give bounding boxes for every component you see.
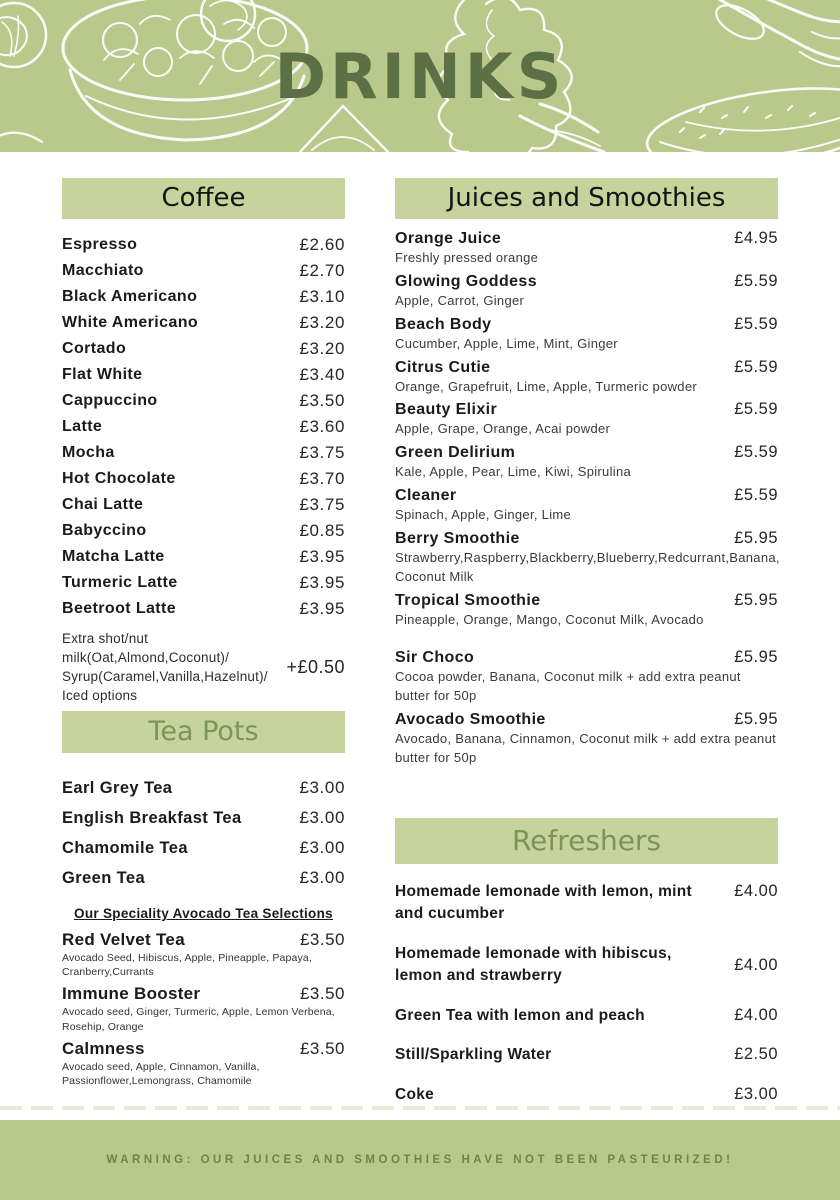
item-name: Earl Grey Tea bbox=[62, 778, 173, 797]
item-price: £5.95 bbox=[734, 528, 778, 547]
item-price: £2.60 bbox=[299, 235, 345, 254]
item-price: £3.95 bbox=[299, 547, 345, 566]
menu-item-row bbox=[62, 466, 345, 492]
menu-item-row bbox=[62, 803, 345, 833]
item-name: Beauty Elixir bbox=[395, 401, 498, 419]
coffee-list bbox=[62, 232, 345, 622]
item-price: £3.50 bbox=[299, 391, 345, 410]
item-name: Mocha bbox=[62, 444, 115, 461]
menu-item bbox=[62, 984, 345, 1033]
item-name: Turmeric Latte bbox=[62, 574, 178, 591]
item-name: Homemade lemonade with lemon, mint and cucumber bbox=[395, 883, 692, 923]
item-description: Apple, Grape, Orange, Acai powder bbox=[395, 421, 611, 437]
menu-item-row bbox=[395, 881, 778, 926]
item-name: Hot Chocolate bbox=[62, 470, 176, 487]
extras-price: +£0.50 bbox=[286, 656, 345, 677]
item-name: Immune Booster bbox=[62, 984, 201, 1004]
item-price: £5.59 bbox=[734, 486, 778, 505]
coffee-section-header: Coffee bbox=[62, 178, 345, 219]
item-price: £5.59 bbox=[734, 271, 778, 290]
item-price: £5.59 bbox=[734, 443, 778, 462]
item-price: £3.50 bbox=[299, 1038, 345, 1058]
menu-item-row bbox=[62, 544, 345, 570]
item-description: Strawberry,Raspberry,Blackberry,Blueberry,Redcurrant,Banana, Coconut Milk bbox=[395, 549, 780, 584]
item-name: Coke bbox=[395, 1085, 435, 1103]
item-price: £3.75 bbox=[299, 495, 345, 514]
menu-item-row bbox=[395, 1084, 778, 1106]
menu-item-row bbox=[62, 362, 345, 388]
item-price: £5.59 bbox=[734, 400, 778, 419]
item-price: £3.70 bbox=[299, 469, 345, 488]
item-price: £5.95 bbox=[734, 590, 778, 609]
menu-item-row bbox=[62, 336, 345, 362]
item-price: £3.75 bbox=[299, 443, 345, 462]
item-price: £4.00 bbox=[734, 882, 778, 900]
item-name: Macchiato bbox=[62, 262, 144, 279]
juices-list bbox=[395, 229, 778, 768]
item-name: Berry Smoothie bbox=[395, 529, 520, 547]
item-description: Apple, Carrot, Ginger bbox=[395, 292, 525, 308]
item-name: Calmness bbox=[62, 1038, 145, 1058]
footer-banner bbox=[0, 1120, 840, 1200]
menu-item bbox=[395, 591, 778, 630]
item-name: Green Delirium bbox=[395, 444, 516, 462]
refreshers-section-header: Refreshers bbox=[395, 818, 778, 864]
menu-item-row bbox=[62, 414, 345, 440]
item-name: Matcha Latte bbox=[62, 548, 165, 565]
item-name: Sir Choco bbox=[395, 649, 475, 667]
item-name: Tropical Smoothie bbox=[395, 591, 541, 609]
item-name: Flat White bbox=[62, 366, 143, 383]
item-name: Chai Latte bbox=[62, 496, 144, 513]
item-description: Freshly pressed orange bbox=[395, 250, 539, 265]
coffee-section bbox=[62, 178, 345, 706]
item-price: £3.10 bbox=[299, 287, 345, 306]
item-description: Orange, Grapefruit, Lime, Apple, Turmeric powder bbox=[395, 378, 697, 394]
item-price: £3.95 bbox=[299, 599, 345, 618]
item-name: Avocado Smoothie bbox=[395, 711, 546, 729]
item-name: Citrus Cutie bbox=[395, 358, 491, 376]
menu-item bbox=[395, 710, 778, 768]
tea-section-header: Tea Pots bbox=[62, 711, 345, 753]
item-name: Homemade lemonade with hibiscus, lemon and strawberry bbox=[395, 944, 672, 985]
menu-item-row bbox=[62, 258, 345, 284]
item-name: Red Velvet Tea bbox=[62, 930, 185, 949]
item-name: Babyccino bbox=[62, 522, 147, 539]
item-name: Beetroot Latte bbox=[62, 600, 177, 617]
menu-item bbox=[62, 930, 345, 979]
item-price: £2.50 bbox=[734, 1045, 778, 1064]
menu-item-row bbox=[62, 440, 345, 466]
item-description: Kale, Apple, Pear, Lime, Kiwi, Spirulina bbox=[395, 464, 632, 480]
item-price: £3.40 bbox=[299, 365, 345, 384]
item-price: £3.00 bbox=[299, 838, 345, 857]
item-price: £4.00 bbox=[734, 1005, 778, 1024]
juices-section bbox=[395, 178, 778, 772]
item-price: £3.00 bbox=[299, 808, 345, 827]
menu-item bbox=[395, 443, 778, 482]
pasteurization-warning: WARNING: OUR JUICES AND SMOOTHIES HAVE NOT BEEN PASTEURIZED! bbox=[106, 1154, 734, 1166]
item-price: £3.20 bbox=[299, 313, 345, 332]
menu-item-row bbox=[395, 1005, 778, 1027]
item-price: £5.59 bbox=[734, 357, 778, 376]
menu-item-row bbox=[62, 284, 345, 310]
menu-item-row bbox=[62, 310, 345, 336]
menu-item bbox=[62, 1039, 345, 1088]
header-banner bbox=[0, 0, 840, 152]
menu-item bbox=[395, 272, 778, 311]
menu-item bbox=[395, 400, 778, 439]
item-description: Pineapple, Orange, Mango, Coconut Milk, Avocado bbox=[395, 611, 704, 627]
item-name: Glowing Goddess bbox=[395, 272, 538, 290]
menu-item bbox=[395, 648, 778, 706]
item-description: Avocado seed, Ginger, Turmeric, Apple, Lemon Verbena, Rosehip, Orange bbox=[62, 1006, 335, 1033]
menu-item-row bbox=[62, 863, 345, 893]
item-name: Espresso bbox=[62, 236, 138, 253]
menu-item-row bbox=[62, 596, 345, 622]
item-price: £4.95 bbox=[734, 229, 778, 247]
item-price: £2.70 bbox=[299, 261, 345, 280]
extras-label: Extra shot/nut milk(Oat,Almond,Coconut)/ Syrup(Caramel,Vanilla,Hazelnut)/ Iced options bbox=[62, 631, 268, 704]
item-name: Green Tea with lemon and peach bbox=[395, 1006, 645, 1024]
menu-item-row bbox=[62, 388, 345, 414]
item-description: Avocado seed, Apple, Cinnamon, Vanilla, Passionflower,Lemongrass, Chamomile bbox=[62, 1060, 260, 1087]
item-description: Cucumber, Apple, Lime, Mint, Ginger bbox=[395, 335, 618, 351]
coffee-extras-row bbox=[62, 629, 345, 706]
juices-section-header: Juices and Smoothies bbox=[395, 178, 778, 219]
item-name: Still/Sparkling Water bbox=[395, 1046, 552, 1064]
menu-item bbox=[395, 486, 778, 525]
item-price: £5.95 bbox=[734, 648, 778, 667]
item-price: £3.00 bbox=[299, 868, 345, 887]
item-price: £4.00 bbox=[734, 955, 778, 974]
item-price: £5.59 bbox=[734, 314, 778, 333]
menu-item-row bbox=[62, 492, 345, 518]
menu-item-row bbox=[62, 232, 345, 258]
dashed-divider bbox=[0, 1106, 840, 1110]
item-name: English Breakfast Tea bbox=[62, 808, 242, 827]
item-name: Green Tea bbox=[62, 868, 146, 887]
item-description: Avocado, Banana, Cinnamon, Coconut milk + add extra peanut butter for 50p bbox=[395, 731, 777, 765]
item-name: Cappuccino bbox=[62, 392, 158, 409]
menu-item-row bbox=[395, 1044, 778, 1066]
menu-item bbox=[395, 358, 778, 397]
item-price: £5.95 bbox=[734, 710, 778, 729]
item-description: Cocoa powder, Banana, Coconut milk + add extra peanut butter for 50p bbox=[395, 669, 741, 704]
menu-item bbox=[395, 315, 778, 354]
item-price: £3.60 bbox=[299, 417, 345, 436]
item-name: Chamomile Tea bbox=[62, 838, 188, 857]
item-price: £3.00 bbox=[299, 778, 345, 797]
item-price: £0.85 bbox=[299, 521, 345, 540]
menu-item-row bbox=[62, 833, 345, 863]
menu-item-row bbox=[62, 518, 345, 544]
item-name: White Americano bbox=[62, 314, 199, 331]
item-price: £3.50 bbox=[299, 930, 345, 949]
item-name: Black Americano bbox=[62, 288, 198, 305]
menu-item-row bbox=[62, 773, 345, 803]
page-title: DRINKS bbox=[274, 40, 566, 113]
menu-item bbox=[395, 229, 778, 268]
tea-section bbox=[62, 711, 345, 1093]
menu-item-row bbox=[395, 943, 778, 988]
item-price: £3.00 bbox=[734, 1084, 778, 1103]
item-name: Cortado bbox=[62, 340, 127, 357]
menu-item bbox=[395, 529, 778, 587]
item-price: £3.50 bbox=[299, 984, 345, 1004]
item-name: Cleaner bbox=[395, 487, 457, 505]
item-name: Beach Body bbox=[395, 315, 492, 333]
item-description: Avocado Seed, Hibiscus, Apple, Pineapple, Papaya, Cranberry,Currants bbox=[62, 952, 312, 979]
item-price: £3.20 bbox=[299, 339, 345, 358]
menu-item-row bbox=[62, 570, 345, 596]
item-name: Orange Juice bbox=[395, 230, 502, 247]
item-description: Spinach, Apple, Ginger, Lime bbox=[395, 507, 572, 523]
tea-list bbox=[62, 773, 345, 893]
refreshers-section bbox=[395, 818, 778, 1106]
item-name: Latte bbox=[62, 418, 103, 435]
speciality-tea-heading: Our Speciality Avocado Tea Selections bbox=[74, 906, 333, 921]
refreshers-list bbox=[395, 881, 778, 1106]
item-price: £3.95 bbox=[299, 573, 345, 592]
